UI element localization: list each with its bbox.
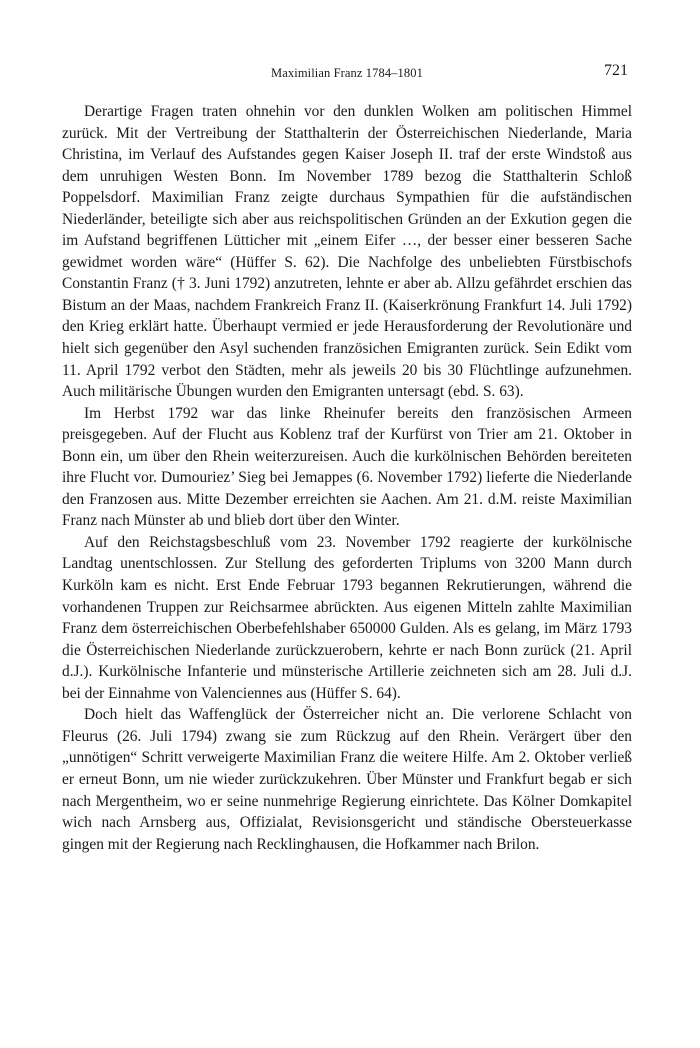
paragraph: Auf den Reichstagsbeschluß vom 23. November 1792 reagierte der kurkölnische Landtag unentschlossen. Zur Stellung des geforderten Triplums von 3200 Mann durch Kurköln kam es nicht. Erst Ende Februar 1793 begannen Rekrutierungen, während die vorhandenen Truppen zur Reichsarmee abrückten. Aus eigenen Mitteln zahlte Maximilian Franz dem österreichischen Oberbefehlshaber 650000 Gulden. Als es gelang, im März 1793 die Österreichischen Niederlande zurückzuerobern, kehrte er nach Bonn zurück (21. April d.J.). Kurkölnische Infanterie und münsterische Artillerie zeichneten sich am 28. Juli d.J. bei der Einnahme von Valenciennes aus (Hüffer S. 64).: [62, 533, 632, 702]
book-page: [62, 62, 632, 855]
body-text: [62, 101, 632, 855]
paragraph: Im Herbst 1792 war das linke Rheinufer bereits den französischen Armeen preisgegeben. Auf der Flucht aus Koblenz traf der Kurfürst von Trier am 21. Oktober in Bonn ein, um über den Rhein weiterzureisen. Auch die kurkölnischen Behörden bereiteten ihre Flucht vor. Dumouriez’ Sieg bei Jemappes (6. November 1792) lieferte die Niederlande den Franzosen aus. Mitte Dezember erreichten sie Aachen. Am 21. d.M. reiste Maximilian Franz nach Münster ab und blieb dort über den Winter.: [62, 404, 632, 530]
page-number: 721: [604, 62, 628, 79]
paragraph: Derartige Fragen traten ohnehin vor den dunklen Wolken am politischen Himmel zurück. Mit der Vertreibung der Statthalterin der Österreichischen Niederlande, Maria Christina, im Verlauf des Aufstandes gegen Kaiser Joseph II. traf der erste Windstoß aus dem unruhigen Westen Bonn. Im November 1789 bezog die Statthalterin Schloß Poppelsdorf. Maximilian Franz zeigte durchaus Sympathien für die aufständischen Niederländer, beteiligte sich aber aus reichspolitischen Gründen an der Exkution gegen die im Aufstand begriffenen Lütticher mit „einem Eifer …, der besser einer besseren Sache gewidmet worden wäre“ (Hüffer S. 62). Die Nachfolge des unbeliebten Fürstbischofs Constantin Franz († 3. Juni 1792) anzutreten, lehnte er aber ab. Allzu gefährdet erschien das Bistum an der Maas, nachdem Frankreich Franz II. (Kaiserkrönung Frankfurt 14. Juli 1792) den Krieg erklärt hatte. Überhaupt vermied er jede Herausforderung der Revolutionäre und hielt sich gegenüber den Asyl suchenden französichen Emigranten zurück. Sein Edikt vom 11. April 1792 verbot den Städten, mehr als jeweils 20 bis 30 Flüchtlinge aufzunehmen. Auch militärische Übungen wurden den Emigranten untersagt (ebd. S. 63).: [62, 103, 632, 401]
running-title: Maximilian Franz 1784–1801: [271, 66, 423, 80]
running-head: [62, 62, 632, 84]
paragraph: Doch hielt das Waffenglück der Österreicher nicht an. Die verlorene Schlacht von Fleurus (26. Juli 1794) zwang sie zum Rückzug auf den Rhein. Verärgert über den „unnötigen“ Schritt verweigerte Maximilian Franz die weitere Hilfe. Am 2. Oktober verließ er erneut Bonn, um nie wieder zurückzukehren. Über Münster und Frankfurt begab er sich nach Mergentheim, wo er seine nunmehrige Regierung einrichtete. Das Kölner Domkapitel wich nach Arnsberg aus, Offizialat, Revisionsgericht und ständische Obersteuerkasse gingen mit der Regierung nach Recklinghausen, die Hofkammer nach Brilon.: [62, 706, 632, 853]
